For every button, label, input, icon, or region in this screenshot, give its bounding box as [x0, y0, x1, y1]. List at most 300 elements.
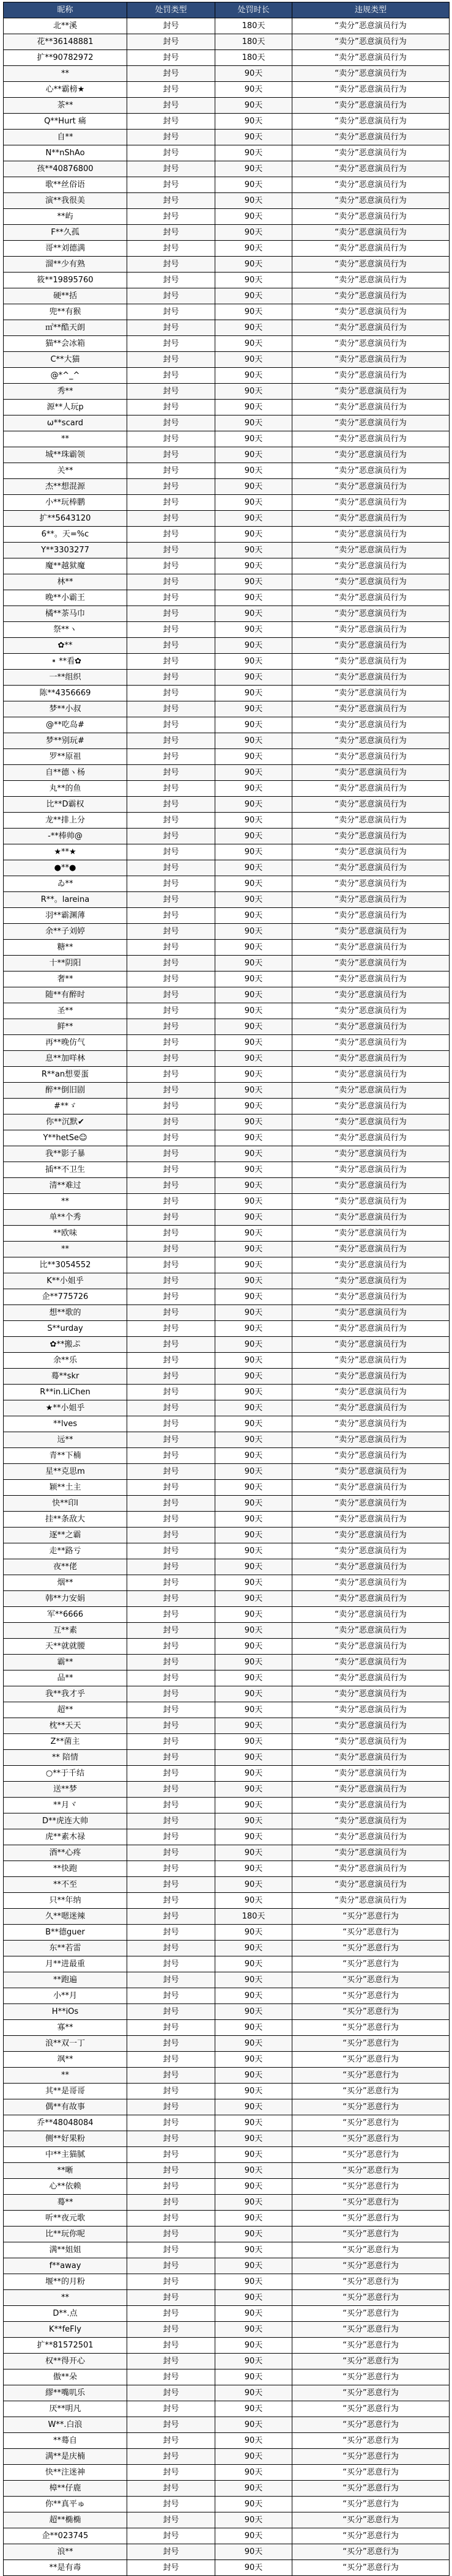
violation-type-cell: “卖分”恶意演员行为 — [292, 1099, 450, 1114]
nickname-cell: 插**不卫生 — [4, 1162, 127, 1178]
table-row — [4, 304, 450, 320]
penalty-type-cell: 封号 — [127, 590, 215, 606]
table-row — [4, 622, 450, 638]
penalty-type-cell: 封号 — [127, 415, 215, 431]
nickname-cell: Y**hetSe☺ — [4, 1130, 127, 1146]
violation-type-cell: “买分”恶意行为 — [292, 2512, 450, 2528]
penalty-duration-cell: 90天 — [215, 304, 292, 320]
penalty-duration-cell: 90天 — [215, 1130, 292, 1146]
nickname-cell: 远** — [4, 1432, 127, 1448]
table-row — [4, 590, 450, 606]
table-row — [4, 543, 450, 558]
violation-type-cell: “卖分”恶意演员行为 — [292, 1130, 450, 1146]
penalty-type-cell: 封号 — [127, 1591, 215, 1607]
violation-type-cell: “卖分”恶意演员行为 — [292, 1829, 450, 1845]
penalty-type-cell: 封号 — [127, 368, 215, 384]
penalty-type-cell: 封号 — [127, 34, 215, 50]
violation-type-cell: “卖分”恶意演员行为 — [292, 304, 450, 320]
penalty-type-cell: 封号 — [127, 2274, 215, 2290]
table-row — [4, 98, 450, 114]
penalty-type-cell: 封号 — [127, 1003, 215, 1019]
penalty-duration-cell: 90天 — [215, 2417, 292, 2433]
penalty-type-cell: 封号 — [127, 701, 215, 717]
nickname-cell: 侧**好果粉 — [4, 2131, 127, 2147]
penalty-type-cell: 封号 — [127, 1670, 215, 1686]
penalty-duration-cell: 90天 — [215, 1543, 292, 1559]
table-row — [4, 1432, 450, 1448]
violation-type-cell: “卖分”恶意演员行为 — [292, 1194, 450, 1210]
table-row — [4, 2528, 450, 2544]
penalty-type-cell: 封号 — [127, 2004, 215, 2020]
nickname-cell: 单**个秀 — [4, 1210, 127, 1226]
table-row — [4, 1051, 450, 1067]
penalty-type-cell: 封号 — [127, 2544, 215, 2560]
penalty-type-cell: 封号 — [127, 1702, 215, 1718]
nickname-cell: 自** — [4, 130, 127, 145]
violation-type-cell: “卖分”恶意演员行为 — [292, 781, 450, 797]
penalty-type-cell: 封号 — [127, 225, 215, 241]
violation-type-cell: “卖分”恶意演员行为 — [292, 1718, 450, 1734]
penalty-type-cell: 封号 — [127, 876, 215, 892]
table-row — [4, 1639, 450, 1655]
penalty-type-cell: 封号 — [127, 2179, 215, 2195]
table-row — [4, 1194, 450, 1210]
nickname-cell: 互**素 — [4, 1623, 127, 1639]
table-row — [4, 1512, 450, 1528]
table-row — [4, 733, 450, 749]
penalty-type-cell: 封号 — [127, 1448, 215, 1464]
violation-type-cell: “卖分”恶意演员行为 — [292, 288, 450, 304]
nickname-cell: 送**梦 — [4, 1782, 127, 1798]
penalty-duration-cell: 90天 — [215, 1448, 292, 1464]
penalty-duration-cell: 90天 — [215, 1972, 292, 1988]
table-row — [4, 1416, 450, 1432]
penalty-type-cell: 封号 — [127, 1909, 215, 1925]
violation-type-cell: “卖分”恶意演员行为 — [292, 1496, 450, 1512]
violation-type-cell: “卖分”恶意演员行为 — [292, 606, 450, 622]
table-row — [4, 1496, 450, 1512]
violation-type-cell: “卖分”恶意演员行为 — [292, 431, 450, 447]
penalty-duration-cell: 90天 — [215, 686, 292, 701]
table-row — [4, 2338, 450, 2354]
penalty-type-cell: 封号 — [127, 2497, 215, 2512]
table-row — [4, 2274, 450, 2290]
penalty-type-cell: 封号 — [127, 940, 215, 956]
nickname-cell: 浪**双一丁 — [4, 2036, 127, 2052]
nickname-cell: 堰**的月粉 — [4, 2274, 127, 2290]
penalty-type-cell: 封号 — [127, 479, 215, 495]
header-violation-type: 违规类型 — [292, 2, 450, 18]
nickname-cell: 只**年纳 — [4, 1893, 127, 1909]
penalty-duration-cell: 90天 — [215, 971, 292, 987]
penalty-duration-cell: 90天 — [215, 1289, 292, 1305]
violation-type-cell: “买分”恶意行为 — [292, 2036, 450, 2052]
nickname-cell: 息**加咩林 — [4, 1051, 127, 1067]
nickname-cell: ✿** — [4, 638, 127, 654]
penalty-duration-cell: 90天 — [215, 654, 292, 670]
violation-type-cell: “卖分”恶意演员行为 — [292, 1369, 450, 1385]
violation-type-cell: “买分”恶意行为 — [292, 2338, 450, 2354]
violation-type-cell: “买分”恶意行为 — [292, 2369, 450, 2385]
penalty-duration-cell: 90天 — [215, 98, 292, 114]
violation-type-cell: “卖分”恶意演员行为 — [292, 1607, 450, 1623]
penalty-type-cell: 封号 — [127, 1988, 215, 2004]
table-row — [4, 1003, 450, 1019]
table-row — [4, 2020, 450, 2036]
table-row — [4, 1400, 450, 1416]
nickname-cell: N**nShAo — [4, 145, 127, 161]
nickname-cell: **晰 — [4, 2163, 127, 2179]
table-row — [4, 1464, 450, 1480]
table-row — [4, 2227, 450, 2242]
penalty-type-cell: 封号 — [127, 574, 215, 590]
penalty-duration-cell: 90天 — [215, 606, 292, 622]
nickname-cell: 演**我很美 — [4, 193, 127, 209]
table-row — [4, 1686, 450, 1702]
table-row — [4, 114, 450, 130]
violation-type-cell: “买分”恶意行为 — [292, 1956, 450, 1972]
nickname-cell: 余**子刘婷 — [4, 924, 127, 940]
table-row — [4, 2369, 450, 2385]
penalty-duration-cell: 90天 — [215, 2131, 292, 2147]
penalty-type-cell: 封号 — [127, 1639, 215, 1655]
nickname-cell: 酒**心疼 — [4, 1845, 127, 1861]
nickname-cell: ゐ** — [4, 876, 127, 892]
table-row — [4, 1925, 450, 1941]
violation-type-cell: “卖分”恶意演员行为 — [292, 797, 450, 813]
violation-type-cell: “卖分”恶意演员行为 — [292, 1559, 450, 1575]
penalty-duration-cell: 90天 — [215, 2322, 292, 2338]
table-row — [4, 1448, 450, 1464]
table-row — [4, 273, 450, 288]
nickname-cell: 寡** — [4, 2020, 127, 2036]
nickname-cell: 十**阴阳 — [4, 956, 127, 971]
nickname-cell: 再**晚仿气 — [4, 1035, 127, 1051]
penalty-duration-cell: 90天 — [215, 511, 292, 527]
penalty-type-cell: 封号 — [127, 971, 215, 987]
table-row — [4, 781, 450, 797]
penalty-duration-cell: 90天 — [215, 2306, 292, 2322]
violation-type-cell: “卖分”恶意演员行为 — [292, 749, 450, 765]
penalty-type-cell: 封号 — [127, 2306, 215, 2322]
table-row — [4, 145, 450, 161]
nickname-cell: 满**姐姐 — [4, 2242, 127, 2258]
violation-type-cell: “买分”恶意行为 — [292, 2433, 450, 2449]
violation-type-cell: “卖分”恶意演员行为 — [292, 1257, 450, 1273]
penalty-type-cell: 封号 — [127, 1083, 215, 1099]
nickname-cell: 超**椭椭 — [4, 2512, 127, 2528]
penalty-type-cell: 封号 — [127, 2195, 215, 2211]
nickname-cell: -**棒帅@ — [4, 829, 127, 844]
penalty-duration-cell: 90天 — [215, 1369, 292, 1385]
table-row — [4, 860, 450, 876]
violation-type-cell: “卖分”恶意演员行为 — [292, 1845, 450, 1861]
table-row — [4, 130, 450, 145]
table-row — [4, 415, 450, 431]
penalty-type-cell: 封号 — [127, 844, 215, 860]
nickname-cell: ** — [4, 431, 127, 447]
nickname-cell: **欧味 — [4, 1226, 127, 1242]
nickname-cell: ●**● — [4, 860, 127, 876]
penalty-duration-cell: 90天 — [215, 1988, 292, 2004]
penalty-type-cell: 封号 — [127, 749, 215, 765]
table-row — [4, 1019, 450, 1035]
penalty-duration-cell: 90天 — [215, 384, 292, 400]
penalty-type-cell: 封号 — [127, 1861, 215, 1877]
nickname-cell: 我**我才乎 — [4, 1686, 127, 1702]
penalty-duration-cell: 90天 — [215, 574, 292, 590]
penalty-duration-cell: 90天 — [215, 320, 292, 336]
nickname-cell: 企**775726 — [4, 1289, 127, 1305]
penalty-duration-cell: 90天 — [215, 1083, 292, 1099]
penalty-type-cell: 封号 — [127, 1766, 215, 1782]
nickname-cell: 扩**81572501 — [4, 2338, 127, 2354]
penalty-type-cell: 封号 — [127, 2369, 215, 2385]
violation-type-cell: “卖分”恶意演员行为 — [292, 1432, 450, 1448]
violation-type-cell: “买分”恶意行为 — [292, 2115, 450, 2131]
violation-type-cell: “买分”恶意行为 — [292, 2322, 450, 2338]
violation-type-cell: “卖分”恶意演员行为 — [292, 1242, 450, 1257]
nickname-cell: 鲜** — [4, 1019, 127, 1035]
nickname-cell: 东**若雷 — [4, 1941, 127, 1956]
penalty-duration-cell: 90天 — [215, 2354, 292, 2369]
table-row — [4, 1130, 450, 1146]
violation-type-cell: “卖分”恶意演员行为 — [292, 161, 450, 177]
table-row — [4, 1670, 450, 1686]
penalty-type-cell: 封号 — [127, 1099, 215, 1114]
penalty-type-cell: 封号 — [127, 638, 215, 654]
violation-type-cell: “买分”恶意行为 — [292, 2354, 450, 2369]
penalty-type-cell: 封号 — [127, 1226, 215, 1242]
penalty-duration-cell: 90天 — [215, 2274, 292, 2290]
penalty-duration-cell: 90天 — [215, 2163, 292, 2179]
violation-type-cell: “卖分”恶意演员行为 — [292, 1670, 450, 1686]
violation-type-cell: “卖分”恶意演员行为 — [292, 813, 450, 829]
violation-type-cell: “卖分”恶意演员行为 — [292, 686, 450, 701]
penalty-type-cell: 封号 — [127, 2163, 215, 2179]
violation-type-cell: “买分”恶意行为 — [292, 2147, 450, 2163]
penalty-duration-cell: 90天 — [215, 447, 292, 463]
violation-type-cell: “卖分”恶意演员行为 — [292, 1337, 450, 1353]
violation-type-cell: “买分”恶意行为 — [292, 1925, 450, 1941]
table-row — [4, 987, 450, 1003]
penalty-duration-cell: 90天 — [215, 114, 292, 130]
penalty-type-cell: 封号 — [127, 2258, 215, 2274]
penalty-duration-cell: 90天 — [215, 2004, 292, 2020]
nickname-cell: 陈**4356669 — [4, 686, 127, 701]
penalty-type-cell: 封号 — [127, 654, 215, 670]
violation-type-cell: “卖分”恶意演员行为 — [292, 924, 450, 940]
penalty-duration-cell: 90天 — [215, 1416, 292, 1432]
table-row — [4, 82, 450, 98]
penalty-type-cell: 封号 — [127, 2512, 215, 2528]
violation-type-cell: “卖分”恶意演员行为 — [292, 1575, 450, 1591]
table-row — [4, 2449, 450, 2465]
nickname-cell: 你**沉默✔ — [4, 1114, 127, 1130]
penalty-type-cell: 封号 — [127, 2385, 215, 2401]
violation-type-cell: “买分”恶意行为 — [292, 2195, 450, 2211]
table-row — [4, 1210, 450, 1226]
nickname-cell: 权**得开心 — [4, 2354, 127, 2369]
violation-type-cell: “买分”恶意行为 — [292, 2544, 450, 2560]
violation-type-cell: “卖分”恶意演员行为 — [292, 844, 450, 860]
violation-type-cell: “卖分”恶意演员行为 — [292, 638, 450, 654]
table-row — [4, 368, 450, 384]
violation-type-cell: “卖分”恶意演员行为 — [292, 241, 450, 257]
nickname-cell: **跑遍 — [4, 1972, 127, 1988]
penalty-duration-cell: 90天 — [215, 2385, 292, 2401]
table-row — [4, 670, 450, 686]
penalty-type-cell: 封号 — [127, 1845, 215, 1861]
penalty-duration-cell: 90天 — [215, 145, 292, 161]
table-row — [4, 2147, 450, 2163]
table-row — [4, 2354, 450, 2369]
penalty-duration-cell: 90天 — [215, 2465, 292, 2481]
nickname-cell: C**大猫 — [4, 352, 127, 368]
penalty-duration-cell: 180天 — [215, 50, 292, 66]
violation-type-cell: “卖分”恶意演员行为 — [292, 463, 450, 479]
nickname-cell: B**德guer — [4, 1925, 127, 1941]
penalty-type-cell: 封号 — [127, 1146, 215, 1162]
penalty-type-cell: 封号 — [127, 1623, 215, 1639]
violation-type-cell: “卖分”恶意演员行为 — [292, 400, 450, 415]
nickname-cell: 哥**刘德满 — [4, 241, 127, 257]
penalty-duration-cell: 90天 — [215, 1226, 292, 1242]
nickname-cell: 花**36148881 — [4, 34, 127, 50]
nickname-cell: 丸**的鱼 — [4, 781, 127, 797]
violation-type-cell: “买分”恶意行为 — [292, 2274, 450, 2290]
nickname-cell: 中**主猫腻 — [4, 2147, 127, 2163]
penalty-type-cell: 封号 — [127, 2068, 215, 2084]
penalty-duration-cell: 90天 — [215, 1385, 292, 1400]
nickname-cell: ★**★ — [4, 844, 127, 860]
penalty-type-cell: 封号 — [127, 2147, 215, 2163]
violation-type-cell: “卖分”恶意演员行为 — [292, 1273, 450, 1289]
violation-type-cell: “卖分”恶意演员行为 — [292, 1051, 450, 1067]
table-row — [4, 447, 450, 463]
penalty-type-cell: 封号 — [127, 336, 215, 352]
nickname-cell: W**.白浪 — [4, 2417, 127, 2433]
nickname-cell: K**feFly — [4, 2322, 127, 2338]
nickname-cell: 浪** — [4, 2544, 127, 2560]
penalty-type-cell: 封号 — [127, 1067, 215, 1083]
table-row — [4, 1273, 450, 1289]
penalty-duration-cell: 90天 — [215, 1798, 292, 1813]
penalty-type-cell: 封号 — [127, 1496, 215, 1512]
nickname-cell: **快跑 — [4, 1861, 127, 1877]
penalty-duration-cell: 90天 — [215, 1432, 292, 1448]
penalty-type-cell: 封号 — [127, 1289, 215, 1305]
penalty-duration-cell: 90天 — [215, 749, 292, 765]
table-row — [4, 511, 450, 527]
penalty-duration-cell: 90天 — [215, 892, 292, 908]
nickname-cell: F**久孤 — [4, 225, 127, 241]
violation-type-cell: “卖分”恶意演员行为 — [292, 1210, 450, 1226]
nickname-cell: ○**于千结 — [4, 1766, 127, 1782]
nickname-cell: 飒** — [4, 2052, 127, 2068]
violation-type-cell: “卖分”恶意演员行为 — [292, 654, 450, 670]
nickname-cell: 星**克思m — [4, 1464, 127, 1480]
nickname-cell: 逐**之霸 — [4, 1528, 127, 1543]
penalty-duration-cell: 90天 — [215, 1353, 292, 1369]
nickname-cell: **屿 — [4, 209, 127, 225]
violation-type-cell: “卖分”恶意演员行为 — [292, 1003, 450, 1019]
violation-type-cell: “买分”恶意行为 — [292, 2560, 450, 2576]
penalty-type-cell: 封号 — [127, 765, 215, 781]
nickname-cell: 繆**嘴叽乐 — [4, 2385, 127, 2401]
violation-type-cell: “卖分”恶意演员行为 — [292, 1067, 450, 1083]
table-row — [4, 765, 450, 781]
nickname-cell: 清**难过 — [4, 1178, 127, 1194]
penalty-duration-cell: 90天 — [215, 225, 292, 241]
table-row — [4, 844, 450, 860]
penalty-duration-cell: 90天 — [215, 1464, 292, 1480]
penalty-type-cell: 封号 — [127, 209, 215, 225]
violation-type-cell: “买分”恶意行为 — [292, 2068, 450, 2084]
penalty-type-cell: 封号 — [127, 1400, 215, 1416]
table-row — [4, 241, 450, 257]
penalty-type-cell: 封号 — [127, 66, 215, 82]
table-row — [4, 2195, 450, 2211]
penalty-duration-cell: 90天 — [215, 2115, 292, 2131]
penalty-duration-cell: 90天 — [215, 924, 292, 940]
violation-type-cell: “买分”恶意行为 — [292, 2179, 450, 2195]
penalty-type-cell: 封号 — [127, 1655, 215, 1670]
violation-type-cell: “卖分”恶意演员行为 — [292, 114, 450, 130]
penalty-type-cell: 封号 — [127, 1925, 215, 1941]
penalty-duration-cell: 90天 — [215, 1257, 292, 1273]
table-row — [4, 2163, 450, 2179]
table-row — [4, 2497, 450, 2512]
penalty-type-cell: 封号 — [127, 2290, 215, 2306]
table-row — [4, 2211, 450, 2227]
penalty-type-cell: 封号 — [127, 98, 215, 114]
penalty-duration-cell: 90天 — [215, 1480, 292, 1496]
table-row — [4, 1591, 450, 1607]
table-row — [4, 2560, 450, 2576]
penalty-duration-cell: 90天 — [215, 130, 292, 145]
penalty-duration-cell: 90天 — [215, 638, 292, 654]
violation-type-cell: “卖分”恶意演员行为 — [292, 1782, 450, 1798]
violation-type-cell: “卖分”恶意演员行为 — [292, 733, 450, 749]
violation-type-cell: “卖分”恶意演员行为 — [292, 558, 450, 574]
table-row — [4, 1353, 450, 1369]
nickname-cell: f**away — [4, 2258, 127, 2274]
nickname-cell: 源**人玩p — [4, 400, 127, 415]
nickname-cell: 晚**小霸王 — [4, 590, 127, 606]
violation-type-cell: “卖分”恶意演员行为 — [292, 145, 450, 161]
penalty-type-cell: 封号 — [127, 1210, 215, 1226]
penalty-duration-cell: 90天 — [215, 463, 292, 479]
penalty-duration-cell: 90天 — [215, 1559, 292, 1575]
violation-type-cell: “卖分”恶意演员行为 — [292, 543, 450, 558]
violation-type-cell: “卖分”恶意演员行为 — [292, 1512, 450, 1528]
table-row — [4, 1559, 450, 1575]
penalty-type-cell: 封号 — [127, 1686, 215, 1702]
table-row — [4, 1067, 450, 1083]
table-row — [4, 1718, 450, 1734]
penalty-duration-cell: 90天 — [215, 1210, 292, 1226]
penalty-duration-cell: 90天 — [215, 940, 292, 956]
nickname-cell: D**.点 — [4, 2306, 127, 2322]
table-row — [4, 2099, 450, 2115]
penalty-duration-cell: 90天 — [215, 1702, 292, 1718]
violation-type-cell: “卖分”恶意演员行为 — [292, 495, 450, 511]
violation-type-cell: “卖分”恶意演员行为 — [292, 1083, 450, 1099]
nickname-cell: 孩**40876800 — [4, 161, 127, 177]
penalty-duration-cell: 90天 — [215, 415, 292, 431]
penalty-duration-cell: 90天 — [215, 844, 292, 860]
